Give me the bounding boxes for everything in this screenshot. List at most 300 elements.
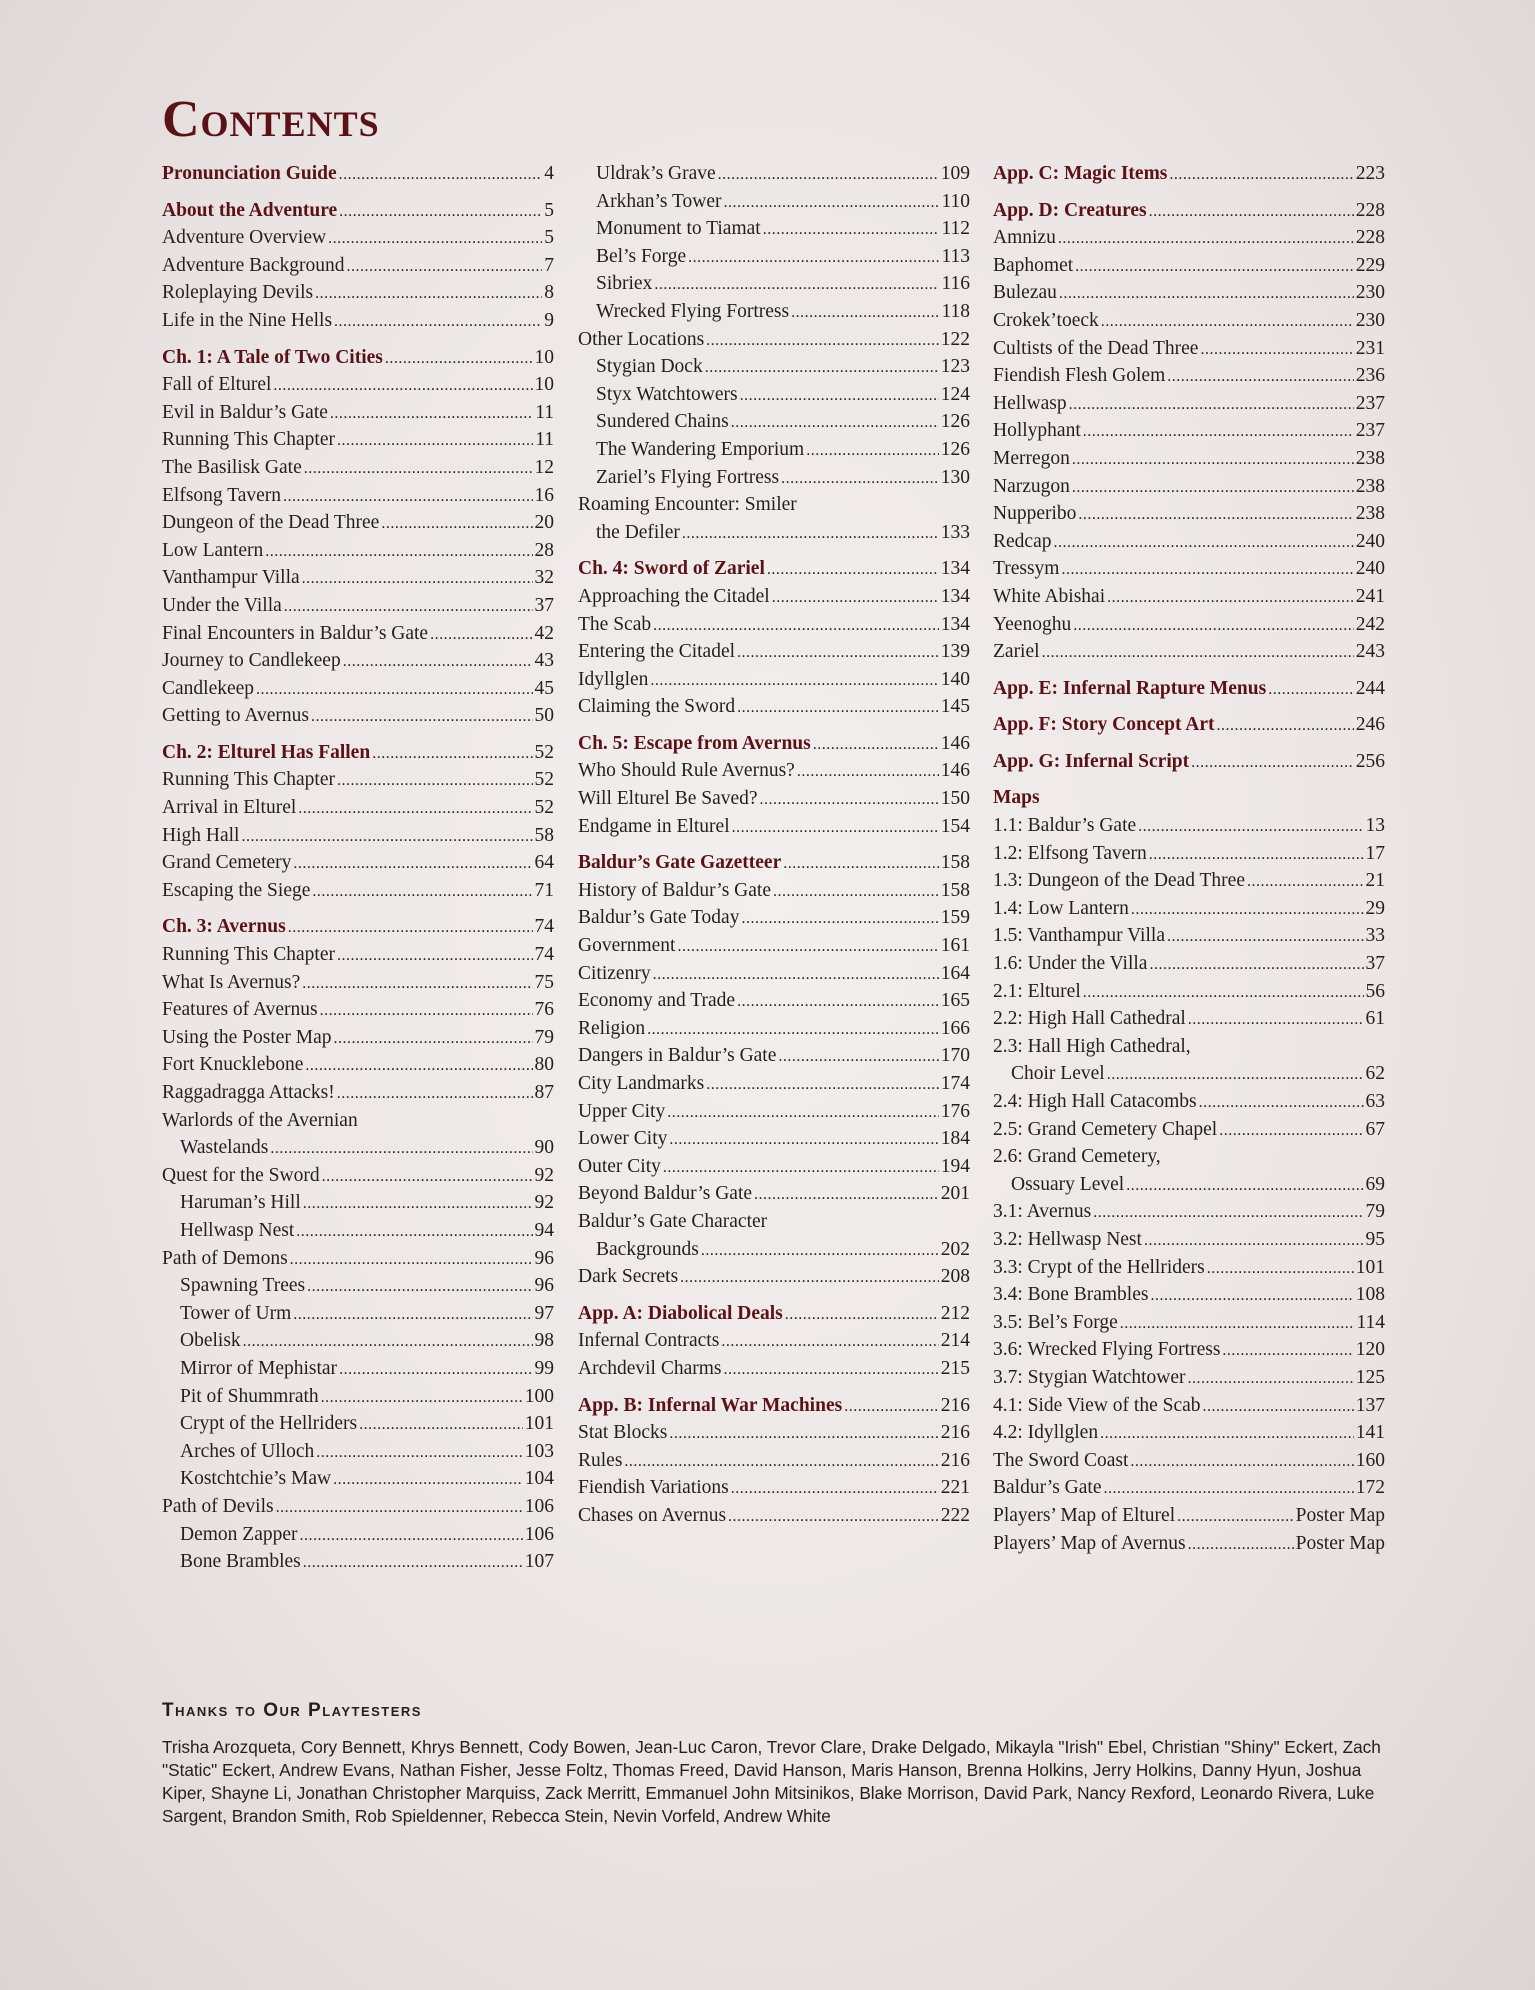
toc-entry-title: Mirror of Mephistar [180,1357,338,1379]
toc-section-heading [993,675,1385,703]
toc-section-heading [162,344,554,372]
toc-entry [578,408,970,436]
toc-entry [578,1180,970,1208]
dot-leader [385,344,533,373]
dot-leader [302,969,532,998]
toc-entry-title: Running This Chapter [162,944,335,966]
dot-leader [654,270,939,299]
toc-section-heading [162,913,554,941]
dot-leader [1144,1226,1364,1255]
toc-entry-page: 212 [940,1302,970,1324]
dot-leader [1150,1281,1353,1310]
toc-entry-page: 92 [534,1192,554,1214]
dot-leader [667,1098,939,1127]
toc-entry [162,1548,554,1576]
toc-entry-title: Bone Brambles [180,1551,301,1573]
toc-entry [578,1015,970,1043]
dot-leader [1130,1447,1353,1476]
toc-entry [578,987,970,1015]
toc-entry-page: 4 [544,163,554,184]
toc-entry [578,1474,970,1502]
toc-entry-page: 5 [544,227,554,249]
toc-entry-page: 214 [940,1330,970,1352]
toc-entry-title: About the Adventure [162,199,338,221]
toc-entry-page: 176 [940,1100,970,1122]
toc-entry [993,611,1385,639]
toc-entry-page: 126 [940,411,970,433]
toc-entry [162,794,554,822]
toc-entry-title: Ch. 5: Escape from Avernus [578,732,811,754]
toc-entry-page: 71 [534,879,554,901]
toc-entry [993,1198,1385,1226]
toc-entry-title: Baphomet [993,254,1074,276]
toc-entry [578,436,970,464]
dot-leader [290,1245,533,1274]
toc-entry-page: 10 [534,346,554,368]
toc-entry-title: What Is Avernus? [162,971,301,993]
toc-entry [993,335,1385,363]
toc-entry [993,1392,1385,1420]
dot-leader [680,1263,939,1292]
dot-leader [650,666,938,695]
toc-entry-page: 62 [1365,1063,1385,1085]
dot-leader [303,1548,523,1577]
toc-section-heading [578,555,970,583]
toc-entry [993,417,1385,445]
toc-entry [993,638,1385,666]
toc-entry-page: 94 [534,1219,554,1241]
toc-entry-page: 201 [940,1183,970,1205]
dot-leader [1167,922,1364,951]
dot-leader [1131,895,1364,924]
dot-leader [737,693,939,722]
toc-entry-title: Backgrounds [596,1238,699,1260]
toc-entry [578,243,970,271]
toc-entry-page: 11 [535,401,554,423]
toc-entry-page: 231 [1355,337,1385,359]
toc-entry-page: 154 [940,815,970,837]
toc-entry-page: 216 [940,1422,970,1444]
toc-column-3 [993,160,1385,1557]
toc-entry [993,1060,1385,1088]
toc-entry-title: Crokek’toeck [993,309,1099,331]
toc-entry-title: The Scab [578,613,652,635]
toc-entry-page: 76 [534,999,554,1021]
toc-entry-title: Government [578,935,676,957]
toc-entry-page: 256 [1355,750,1385,772]
toc-entry-title: Dark Secrets [578,1266,679,1288]
toc-entry [993,1336,1385,1364]
dot-leader [339,197,542,226]
toc-entry [162,1024,554,1052]
toc-entry-page: 134 [940,613,970,635]
toc-entry [578,1098,970,1126]
dot-leader [783,849,939,878]
toc-entry-title: Players’ Map of Elturel [993,1504,1176,1526]
dot-leader [1101,307,1354,336]
toc-entry-title: Cultists of the Dead Three [993,337,1199,359]
toc-entry-title: White Abishai [993,585,1106,607]
toc-entry-title: Grand Cemetery [162,852,292,874]
toc-entry-title: 2.2: High Hall Cathedral [993,1008,1186,1030]
dot-leader [328,224,542,253]
toc-entry-title: Adventure Overview [162,227,327,249]
toc-entry [578,638,970,666]
toc-entry-page: 120 [1355,1339,1385,1361]
toc-entry [993,224,1385,252]
toc-entry-page: 92 [534,1164,554,1186]
toc-entry-title: Idyllglen [578,668,649,690]
toc-entry-title: Ossuary Level [1011,1173,1125,1195]
toc-entry-page: 56 [1365,980,1385,1002]
dot-leader [1107,1060,1364,1089]
toc-entry-page: 240 [1355,530,1385,552]
toc-entry-page: 101 [1355,1256,1385,1278]
dot-leader [677,932,938,961]
toc-entry-page: 74 [534,944,554,966]
dot-leader [1083,978,1364,1007]
toc-entry [162,877,554,905]
dot-leader [1247,867,1364,896]
toc-entry-title: Quest for the Sword [162,1164,320,1186]
dot-leader [330,399,533,428]
toc-entry-title: 1.4: Low Lantern [993,897,1129,919]
dot-leader [1167,362,1353,391]
toc-entry-title: Bel’s Forge [596,245,687,267]
toc-entry [578,932,970,960]
dot-leader [669,1419,938,1448]
toc-entry-page: 58 [534,824,554,846]
toc-entry-title: Economy and Trade [578,990,736,1012]
toc-entry [993,1530,1385,1558]
toc-entry [162,399,554,427]
toc-entry-title: Fort Knucklebone [162,1054,304,1076]
toc-entry-title: Kostchtchie’s Maw [180,1468,332,1490]
toc-entry-title: Amnizu [993,227,1056,249]
dot-leader [339,1355,532,1384]
toc-entry-title: Choir Level [1011,1063,1105,1085]
page-title: Contents [162,91,380,148]
dot-leader [337,941,533,970]
dot-leader [1149,950,1363,979]
toc-entry [578,1236,970,1264]
toc-entry [162,1355,554,1383]
toc-section-heading [578,849,970,877]
toc-entry-title: Fall of Elturel [162,374,272,396]
toc-entry-page: 37 [1365,953,1385,975]
toc-entry-title: 4.2: Idyllglen [993,1422,1099,1444]
toc-entry-title: the Defiler [596,521,680,543]
toc-entry-page: 10 [534,374,554,396]
toc-entry [162,482,554,510]
toc-entry-page: 174 [940,1073,970,1094]
dot-leader [303,1189,533,1218]
toc-entry-title: Hellwasp [993,392,1067,414]
toc-entry-title: 2.4: High Hall Catacombs [993,1091,1197,1112]
dot-leader [1138,812,1363,841]
toc-entry [993,1281,1385,1309]
dot-leader [763,215,940,244]
toc-entry-title: Other Locations [578,328,705,350]
dot-leader [311,702,533,731]
toc-entry-page: 166 [940,1017,970,1039]
toc-entry-page: 52 [534,769,554,791]
toc-entry [578,785,970,813]
toc-entry [162,371,554,399]
toc-entry [993,812,1385,840]
dot-leader [293,849,532,878]
playtesters-heading: Thanks to Our Playtesters [162,1700,422,1721]
toc-entry-page: 80 [534,1054,554,1076]
toc-entry-page: 230 [1355,282,1385,304]
dot-leader [276,1493,523,1522]
toc-entry-title: 3.7: Stygian Watchtower [993,1366,1186,1388]
toc-entry-title: Ch. 1: A Tale of Two Cities [162,346,383,368]
dot-leader [731,1474,939,1503]
toc-entry [162,1245,554,1273]
toc-entry [162,1051,554,1079]
toc-entry [162,307,554,335]
toc-entry-title: Zariel [993,641,1040,663]
toc-entry-title: Stat Blocks [578,1422,668,1444]
toc-entry-page: 125 [1355,1366,1385,1388]
toc-entry-title: 3.4: Bone Brambles [993,1284,1149,1306]
toc-entry-title: Redcap [993,530,1052,552]
toc-entry-title: Endgame in Elturel [578,815,730,837]
toc-section-heading [578,1300,970,1328]
toc-entry-page: 9 [544,309,554,331]
toc-entry-title: Low Lantern [162,539,264,561]
toc-entry-title: Demon Zapper [180,1523,298,1545]
toc-entry [578,693,970,721]
toc-entry [162,766,554,794]
toc-column-1 [162,160,554,1576]
toc-entry-title: Stygian Dock [596,356,703,378]
dot-leader [797,757,939,786]
dot-leader [1222,1336,1353,1365]
toc-section-heading [162,197,554,225]
dot-leader [312,877,532,906]
toc-entry [993,1116,1385,1144]
toc-entry-page: 103 [524,1440,554,1462]
toc-entry-title: The Sword Coast [993,1449,1129,1471]
dot-leader [1061,555,1353,584]
toc-entry-page: 194 [940,1155,970,1177]
dot-leader [359,1410,523,1439]
toc-entry-page: 244 [1355,677,1385,699]
dot-leader [293,1300,532,1329]
toc-entry-title: Players’ Map of Avernus [993,1532,1186,1554]
toc-entry-title: Yeenoghu [993,613,1072,635]
toc-entry-title: 3.5: Bel’s Forge [993,1311,1118,1333]
toc-entry-title: Crypt of the Hellriders [180,1413,358,1435]
toc-entry-title: Outer City [578,1155,661,1177]
toc-section-heading [993,711,1385,739]
toc-entry [578,1419,970,1447]
toc-entry [578,1153,970,1181]
dot-leader [1042,638,1354,667]
toc-entry [578,877,970,905]
toc-entry-page: 241 [1355,585,1385,607]
dot-leader [334,307,542,336]
toc-entry-page: 52 [534,741,554,763]
toc-entry-title: Wrecked Flying Fortress [596,300,790,322]
toc-entry-title: Sundered Chains [596,411,729,433]
toc-entry-page: 141 [1355,1422,1385,1444]
toc-entry [162,1107,554,1135]
toc-entry-title: Monument to Tiamat [596,218,761,240]
toc-entry-title: Who Should Rule Avernus? [578,760,795,782]
dot-leader [1149,197,1354,226]
toc-entry-title: App. F: Story Concept Art [993,714,1215,736]
toc-entry [578,813,970,841]
toc-entry-title: Approaching the Citadel [578,585,770,607]
toc-entry-title: App. E: Infernal Rapture Menus [993,677,1267,699]
dot-leader [1120,1309,1355,1338]
toc-entry [993,555,1385,583]
toc-entry-page: 79 [534,1026,554,1048]
toc-entry-title: Path of Devils [162,1495,274,1517]
toc-entry-title: Under the Villa [162,594,282,616]
toc-entry [162,564,554,592]
toc-entry [993,867,1385,895]
toc-entry [578,1327,970,1355]
toc-entry-page: 145 [940,696,970,718]
toc-entry-title: 4.1: Side View of the Scab [993,1394,1201,1416]
toc-entry [578,326,970,354]
toc-entry-title: Religion [578,1017,646,1039]
toc-entry [993,390,1385,418]
toc-entry-page: 90 [534,1137,554,1159]
dot-leader [1100,1419,1354,1448]
toc-entry [162,592,554,620]
toc-entry-title: Vanthampur Villa [162,567,300,589]
toc-entry-title: 2.5: Grand Cemetery Chapel [993,1118,1218,1140]
toc-entry-page: 122 [940,328,970,350]
dot-leader [806,436,939,465]
toc-entry-title: Ch. 3: Avernus [162,916,286,938]
dot-leader [813,730,939,759]
dot-leader [1059,279,1354,308]
toc-entry-title: App. G: Infernal Script [993,750,1190,772]
toc-entry-page: 99 [534,1357,554,1379]
toc-entry-title: Wastelands [180,1137,269,1159]
toc-entry [993,950,1385,978]
dot-leader [1075,252,1354,281]
toc-entry-title: Ch. 4: Sword of Zariel [578,558,765,580]
dot-leader [701,1236,939,1265]
playtesters-section [162,1700,1392,1828]
toc-section-heading [993,197,1385,225]
toc-entry-title: Running This Chapter [162,429,335,451]
toc-entry-title: Baldur’s Gate [993,1477,1102,1499]
toc-entry-title: Life in the Nine Hells [162,309,333,331]
toc-entry-page: 215 [940,1357,970,1379]
toc-entry-title: 1.3: Dungeon of the Dead Three [993,870,1245,892]
toc-entry [993,1143,1385,1171]
toc-entry-page: 124 [940,383,970,405]
toc-entry-page: 158 [940,879,970,901]
toc-entry-page: 37 [534,594,554,616]
toc-section-heading [993,748,1385,776]
toc-entry [993,922,1385,950]
toc-entry-page: 126 [940,438,970,460]
toc-entry-title: Baldur’s Gate Gazetteer [578,852,782,874]
toc-entry-page: 96 [534,1247,554,1269]
dot-leader [731,408,939,437]
toc-entry-page: 50 [534,705,554,727]
dot-leader [785,1300,939,1329]
dot-leader [337,766,533,795]
dot-leader [737,987,939,1016]
toc-section-heading [162,160,554,188]
toc-entry [162,822,554,850]
dot-leader [300,1521,523,1550]
toc-entry-page: 108 [1355,1284,1385,1306]
toc-entry [578,188,970,216]
toc-entry [162,1410,554,1438]
dot-leader [1053,528,1353,557]
dot-leader [256,675,532,704]
toc-entry-page: Poster Map [1295,1532,1385,1554]
dot-leader [760,785,939,814]
dot-leader [1072,473,1354,502]
toc-entry-page: 113 [941,245,970,267]
toc-entry-page: 106 [524,1495,554,1517]
toc-section-heading [578,1392,970,1420]
toc-entry-title: Dungeon of the Dead Three [162,512,380,534]
toc-entry-page: 11 [535,429,554,451]
toc-entry [162,849,554,877]
toc-entry-page: 134 [940,585,970,607]
dot-leader [732,813,939,842]
dot-leader [682,519,939,548]
toc-entry-page: 170 [940,1045,970,1067]
toc-entry-page: 246 [1355,714,1385,736]
dot-leader [721,1327,938,1356]
toc-entry [162,702,554,730]
dot-leader [781,464,939,493]
toc-entry-page: 109 [940,163,970,184]
toc-entry-title: 2.6: Grand Cemetery, [993,1146,1161,1168]
toc-entry-page: 237 [1355,420,1385,442]
toc-entry-title: The Basilisk Gate [162,456,302,478]
dot-leader [284,592,533,621]
dot-leader [754,1180,939,1209]
toc-entry-page: 208 [940,1266,970,1288]
toc-entry-page: 165 [940,990,970,1012]
toc-entry-title: Hellwasp Nest [180,1219,295,1241]
dot-leader [1169,160,1353,189]
toc-entry-title: Infernal Contracts [578,1330,720,1352]
toc-entry-title: Maps [993,787,1040,809]
dot-leader [653,611,939,640]
toc-entry-page: 33 [1365,925,1385,947]
toc-entry [578,270,970,298]
dot-leader [343,647,533,676]
dot-leader [728,1502,939,1531]
toc-entry-title: Hollyphant [993,420,1081,442]
toc-column-2 [578,160,970,1530]
toc-entry-title: Merregon [993,447,1070,469]
toc-entry [162,969,554,997]
dot-leader [243,1327,533,1356]
toc-entry [578,1263,970,1291]
toc-entry-page: 13 [1365,815,1385,837]
toc-entry [993,1254,1385,1282]
toc-entry [162,1272,554,1300]
dot-leader [1191,748,1354,777]
